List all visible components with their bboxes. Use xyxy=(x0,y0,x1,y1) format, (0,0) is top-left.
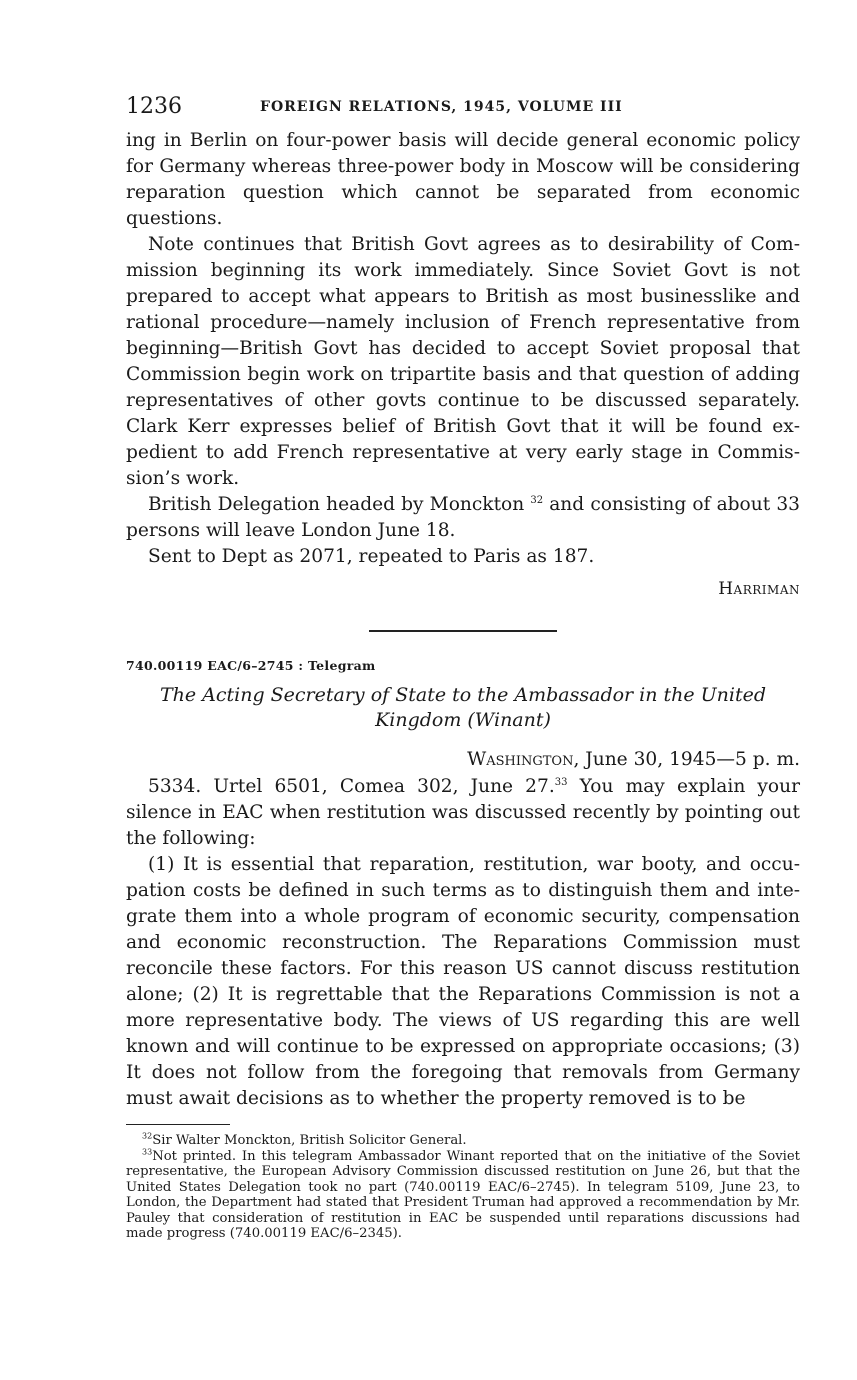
footnote-number: 32 xyxy=(142,1131,153,1141)
dateline xyxy=(126,749,800,770)
footnote-text: Sir Walter Monckton, British Solicitor General. xyxy=(152,1133,467,1148)
running-title: FOREIGN RELATIONS, 1945, VOLUME III xyxy=(260,99,623,115)
file-code: 740.00119 EAC/6–2745 : Telegram xyxy=(126,658,376,673)
page-number: 1236 xyxy=(126,94,182,119)
signature: Harriman xyxy=(718,579,800,599)
page xyxy=(126,94,800,1242)
footnote-ref: 32 xyxy=(530,494,544,506)
document-title: The Acting Secretary of State to the Ambassador in the United Kingdom (Winant) xyxy=(159,684,767,731)
footnote-number: 33 xyxy=(142,1147,153,1157)
dateline-date: , June 30, 1945—5 p. m. xyxy=(573,749,800,770)
footnotes xyxy=(126,1133,800,1242)
footnote-divider xyxy=(126,1124,230,1125)
previous-document xyxy=(126,128,800,602)
text-run: British Delegation headed by Monckton xyxy=(148,494,525,515)
footnote xyxy=(126,1149,800,1242)
dateline-place: Washington xyxy=(467,749,574,770)
section-divider xyxy=(369,630,557,632)
paragraph xyxy=(126,492,800,544)
page-header xyxy=(126,94,800,128)
paragraph: Sent to Dept as 2071, repeated to Paris as 187. xyxy=(148,546,595,567)
text-run: 5334. Urtel 6501, Comea 302, June 27. xyxy=(148,776,555,797)
paragraph: Note continues that British Govt agrees as to desirability of Commission beginning its work immediately. Since Soviet Govt is not prepared to accept what appears to British as most businesslike and rational procedure—namely inclusion of French representative from beginning—British Govt has decided to accept Soviet proposal that Commission begin work on tripartite basis and that question of adding representatives of other govts continue to be discussed separately. Clark Kerr expresses belief of British Govt that it will be found expedient to add French representative at very early stage in Commission’s work. xyxy=(126,234,800,489)
paragraph xyxy=(126,774,800,852)
footnote xyxy=(126,1133,800,1149)
footnote-ref: 33 xyxy=(554,776,568,788)
text-run: and consisting of about 33 persons will leave London June 18. xyxy=(126,494,800,541)
document-body xyxy=(126,774,800,1112)
paragraph: ing in Berlin on four-power basis will decide general economic policy for Germany whereas three-power body in Moscow will be considering reparation question which cannot be separated from economic questions. xyxy=(126,130,800,229)
paragraph: (1) It is essential that reparation, restitution, war booty, and occupation costs be defined in such terms as to distinguish them and integrate them into a whole program of economic security, compensation and economic reconstruction. The Reparations Commission must reconcile these factors. For this reason US cannot discuss restitution alone; (2) It is regrettable that the Reparations Commission is not a more representative body. The views of US regarding this are well known and will continue to be expressed on appropriate occasions; (3) It does not follow from the foregoing that removals from Germany must await decisions as to whether the property removed is to be xyxy=(126,854,800,1109)
footnote-text: Not printed. In this telegram Ambassador Winant reported that on the initiative of the Soviet representative, the European Advisory Commission discussed restitution on June 26, but that the United States Delegation took no part (740.00119 EAC/6–2745). In telegram 5109, June 23, to London, the Department had stated that President Truman had approved a recommendation by Mr. Pauley that consideration of restitution in EAC be suspended until reparations discussions had made progress (740.00119 EAC/6–2345). xyxy=(126,1148,800,1241)
text-run: You may explain your silence in EAC when restitution was discussed recently by pointing out the following: xyxy=(126,776,800,849)
